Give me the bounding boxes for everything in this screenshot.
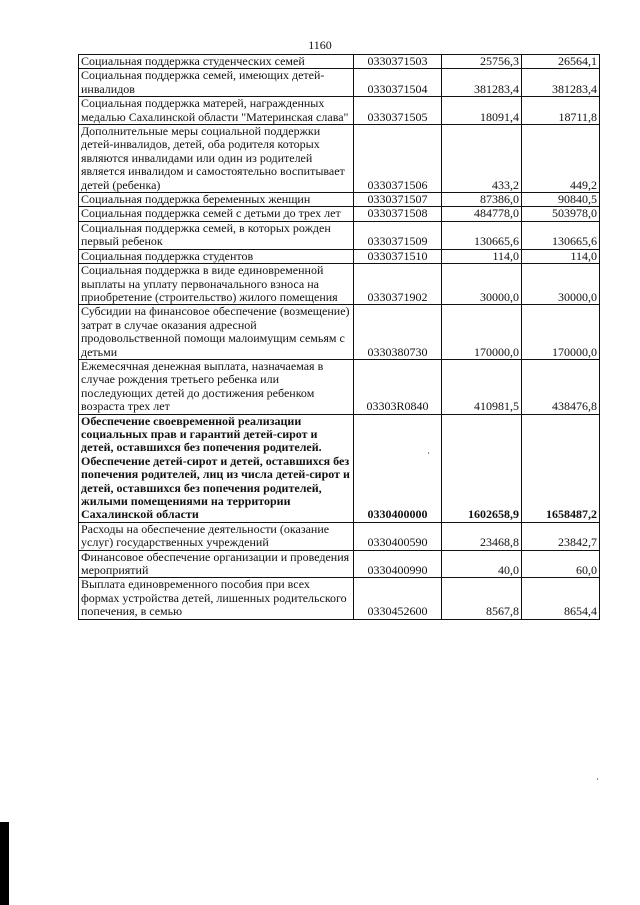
row-code: 0330371510	[354, 249, 442, 263]
page-number: 1160	[308, 38, 332, 52]
row-name: Выплата единовременного пособия при всех формах устройства детей, лишенных родительского попечения, в семью	[79, 578, 354, 619]
table-row	[79, 125, 600, 193]
table-row	[79, 221, 600, 249]
row-value-2: 26564,1	[522, 55, 600, 69]
table-row-bold	[79, 414, 600, 522]
table-row	[79, 578, 600, 619]
row-value-2: 449,2	[522, 125, 600, 193]
row-name: Ежемесячная денежная выплата, назначаемая в случае рождения третьего ребенка или последующих детей до достижения ребенком возраста трех лет	[79, 359, 354, 414]
row-value-2: 170000,0	[522, 305, 600, 360]
row-name: Социальная поддержка семей с детьми до трех лет	[79, 207, 354, 221]
row-value-1: 25756,3	[442, 55, 522, 69]
row-name: Социальная поддержка в виде единовременной выплаты на уплату первоначального взноса на приобретение (строительство) жилого помещения	[79, 264, 354, 305]
row-code: 0330452600	[354, 578, 442, 619]
row-value-1: 87386,0	[442, 193, 522, 207]
row-name: Социальная поддержка семей, имеющих детей-инвалидов	[79, 69, 354, 97]
table-row	[79, 264, 600, 305]
row-value-2: 23842,7	[522, 522, 600, 550]
row-code: 0330380730	[354, 305, 442, 360]
row-code: 0330400590	[354, 522, 442, 550]
row-value-2: 503978,0	[522, 207, 600, 221]
table-row	[79, 522, 600, 550]
row-code: 0330371505	[354, 97, 442, 125]
row-value-1: 40,0	[442, 550, 522, 578]
table-row	[79, 97, 600, 125]
row-code: 03303R0840	[354, 359, 442, 414]
table-row	[79, 55, 600, 69]
row-code: 0330400990	[354, 550, 442, 578]
row-name: Социальная поддержка беременных женщин	[79, 193, 354, 207]
row-value-2: 114,0	[522, 249, 600, 263]
row-name: Социальная поддержка студенческих семей	[79, 55, 354, 69]
row-name: Социальная поддержка семей, в которых рожден первый ребенок	[79, 221, 354, 249]
row-value-2: 8654,4	[522, 578, 600, 619]
row-value-1: 170000,0	[442, 305, 522, 360]
row-value-1: 433,2	[442, 125, 522, 193]
scan-edge-mark	[0, 822, 9, 905]
budget-table	[78, 54, 600, 620]
table-row	[79, 305, 600, 360]
row-value-2: 1658487,2	[522, 414, 600, 522]
row-value-2: 60,0	[522, 550, 600, 578]
row-name: Дополнительные меры социальной поддержки детей-инвалидов, детей, оба родителя которых являются инвалидами или один из родителей является инвалидом и самостоятельно воспитывает детей (ребенка)	[79, 125, 354, 193]
row-value-1: 381283,4	[442, 69, 522, 97]
row-value-1: 8567,8	[442, 578, 522, 619]
scan-speck	[597, 778, 598, 780]
row-name: Социальная поддержка студентов	[79, 249, 354, 263]
table-row	[79, 550, 600, 578]
row-code: 0330371509	[354, 221, 442, 249]
row-code: 0330371507	[354, 193, 442, 207]
row-value-2: 381283,4	[522, 69, 600, 97]
table-row	[79, 193, 600, 207]
table-row	[79, 69, 600, 97]
row-code: 0330371504	[354, 69, 442, 97]
row-name: Социальная поддержка матерей, награжденных медалью Сахалинской области "Материнская слава"	[79, 97, 354, 125]
row-code: 0330371902	[354, 264, 442, 305]
row-value-1: 23468,8	[442, 522, 522, 550]
row-code: 0330371503	[354, 55, 442, 69]
row-value-1: 30000,0	[442, 264, 522, 305]
row-value-2: 130665,6	[522, 221, 600, 249]
row-value-1: 410981,5	[442, 359, 522, 414]
row-value-1: 18091,4	[442, 97, 522, 125]
row-value-2: 18711,8	[522, 97, 600, 125]
scan-speck	[428, 452, 429, 454]
table-row	[79, 359, 600, 414]
table-row	[79, 249, 600, 263]
row-value-1: 130665,6	[442, 221, 522, 249]
row-value-2: 438476,8	[522, 359, 600, 414]
row-code: 0330371508	[354, 207, 442, 221]
row-code: 0330400000	[354, 414, 442, 522]
row-name: Расходы на обеспечение деятельности (оказание услуг) государственных учреждений	[79, 522, 354, 550]
row-value-1: 1602658,9	[442, 414, 522, 522]
row-value-2: 90840,5	[522, 193, 600, 207]
row-value-1: 484778,0	[442, 207, 522, 221]
row-code: 0330371506	[354, 125, 442, 193]
row-name: Финансовое обеспечение организации и проведения мероприятий	[79, 550, 354, 578]
row-name: Обеспечение своевременной реализации социальных прав и гарантий детей-сирот и детей, оставшихся без попечения родителей. Обеспечение детей-сирот и детей, оставшихся без попечения родителей, лиц из числа детей-сирот и детей, оставшихся без попечения родителей, жилыми помещениями на территории Сахалинской области	[79, 414, 354, 522]
row-value-1: 114,0	[442, 249, 522, 263]
row-name: Субсидии на финансовое обеспечение (возмещение) затрат в случае оказания адресной продовольственной помощи малоимущим семьям с детьми	[79, 305, 354, 360]
table-row	[79, 207, 600, 221]
row-value-2: 30000,0	[522, 264, 600, 305]
